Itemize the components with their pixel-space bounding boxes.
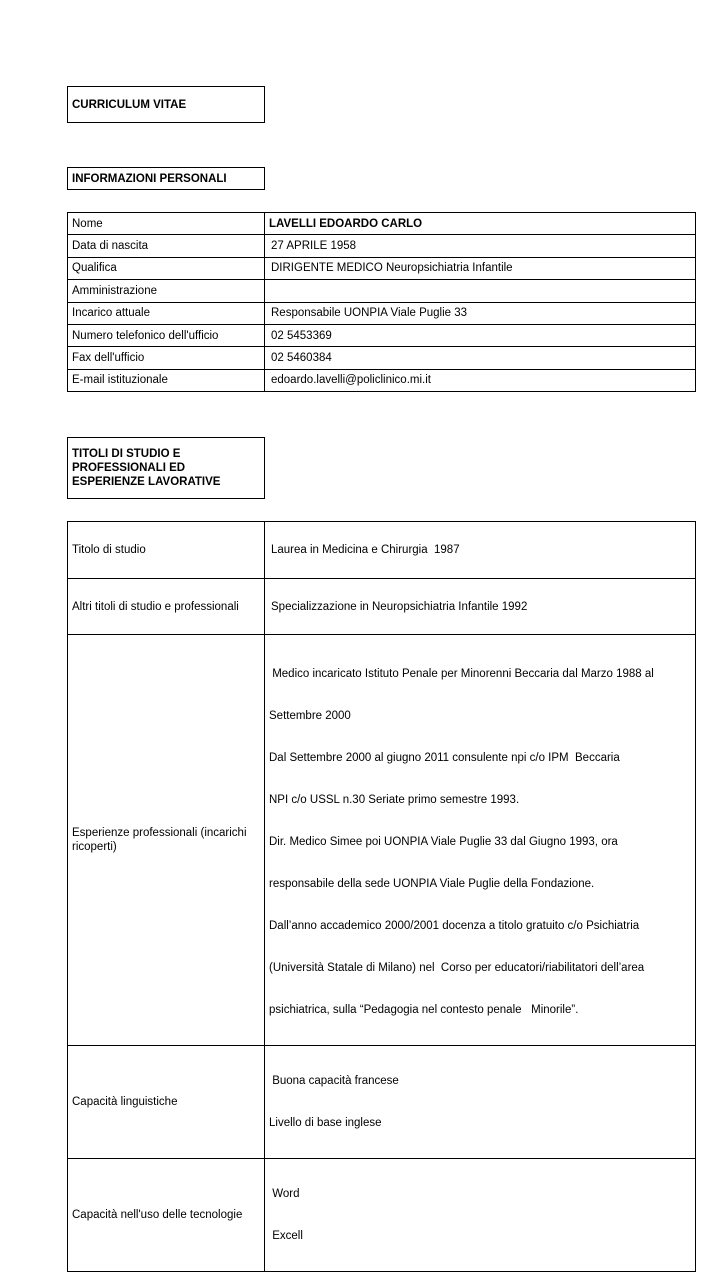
qualification-value: DIRIGENTE MEDICO Neuropsichiatria Infantile	[265, 257, 696, 279]
table-row	[68, 280, 696, 302]
degree-text: Laurea in Medicina e Chirurgia 1987	[271, 544, 460, 556]
technology-line: Excell	[269, 1230, 303, 1242]
office-phone-label: Numero telefonico dell'ufficio	[68, 324, 265, 346]
administration-label: Amministrazione	[68, 280, 265, 302]
experience-line: NPI c/o USSL n.30 Seriate primo semestre 1993.	[269, 794, 520, 806]
experience-line: (Università Statale di Milano) nel Corso per educatori/riabilitatori dell’area	[269, 962, 645, 974]
current-role-value: Responsabile UONPIA Viale Puglie 33	[265, 302, 696, 324]
studies-heading-line: PROFESSIONALI ED	[72, 462, 186, 474]
table-row	[68, 1046, 696, 1159]
email-value: edoardo.lavelli@policlinico.mi.it	[265, 369, 696, 391]
degree-label: Titolo di studio	[68, 522, 265, 579]
studies-heading-line: ESPERIENZE LAVORATIVE	[72, 476, 221, 488]
other-titles-label: Altri titoli di studio e professionali	[68, 579, 265, 635]
languages-line: Buona capacità francese	[269, 1075, 399, 1087]
experience-line: Dir. Medico Simee poi UONPIA Viale Puglie 33 dal Giugno 1993, ora	[269, 836, 618, 848]
current-role-label: Incarico attuale	[68, 302, 265, 324]
office-phone-value: 02 5453369	[265, 324, 696, 346]
table-row	[68, 324, 696, 346]
office-fax-label: Fax dell'ufficio	[68, 347, 265, 369]
table-row	[68, 213, 696, 235]
table-row	[68, 579, 696, 635]
administration-value	[265, 280, 696, 302]
qualification-label: Qualifica	[68, 257, 265, 279]
birthdate-value: 27 APRILE 1958	[265, 235, 696, 257]
studies-table	[67, 521, 696, 1272]
table-row	[68, 235, 696, 257]
email-label: E-mail istituzionale	[68, 369, 265, 391]
experience-line: Dal Settembre 2000 al giugno 2011 consulente npi c/o IPM Beccaria	[269, 752, 620, 764]
technology-label: Capacità nell'uso delle tecnologie	[68, 1159, 265, 1272]
studies-heading	[72, 447, 220, 489]
experience-label-line: ricoperti)	[72, 841, 117, 853]
experience-line: Settembre 2000	[269, 710, 351, 722]
experience-value	[265, 635, 696, 1046]
experience-line: psichiatrica, sulla “Pedagogia nel contesto penale Minorile”.	[269, 1004, 579, 1016]
table-row	[68, 369, 696, 391]
personal-info-heading: INFORMAZIONI PERSONALI	[72, 172, 227, 185]
technology-line: Word	[269, 1188, 300, 1200]
name-label: Nome	[68, 213, 265, 235]
table-row	[68, 635, 696, 1046]
experience-label-line: Esperienze professionali (incarichi	[72, 827, 247, 839]
birthdate-label: Data di nascita	[68, 235, 265, 257]
languages-label: Capacità linguistiche	[68, 1046, 265, 1159]
personal-info-heading-box	[67, 167, 265, 190]
table-row	[68, 522, 696, 579]
table-row	[68, 1159, 696, 1272]
degree-value	[265, 522, 696, 579]
technology-value	[265, 1159, 696, 1272]
studies-heading-box	[67, 437, 265, 499]
languages-line: Livello di base inglese	[269, 1117, 382, 1129]
table-row	[68, 302, 696, 324]
experience-line: Medico incaricato Istituto Penale per Minorenni Beccaria dal Marzo 1988 al	[269, 668, 654, 680]
table-row	[68, 257, 696, 279]
other-titles-value: Specializzazione in Neuropsichiatria Infantile 1992	[265, 579, 696, 635]
personal-info-table	[67, 212, 696, 392]
cv-title-box	[67, 86, 265, 123]
languages-value	[265, 1046, 696, 1159]
experience-label	[68, 635, 265, 1046]
experience-line: Dall’anno accademico 2000/2001 docenza a titolo gratuito c/o Psichiatria	[269, 920, 640, 932]
cv-title: CURRICULUM VITAE	[72, 98, 187, 111]
table-row	[68, 347, 696, 369]
experience-line: responsabile della sede UONPIA Viale Puglie della Fondazione.	[269, 878, 595, 890]
office-fax-value: 02 5460384	[265, 347, 696, 369]
name-value: LAVELLI EDOARDO CARLO	[265, 213, 696, 235]
studies-heading-line: TITOLI DI STUDIO E	[72, 448, 181, 460]
